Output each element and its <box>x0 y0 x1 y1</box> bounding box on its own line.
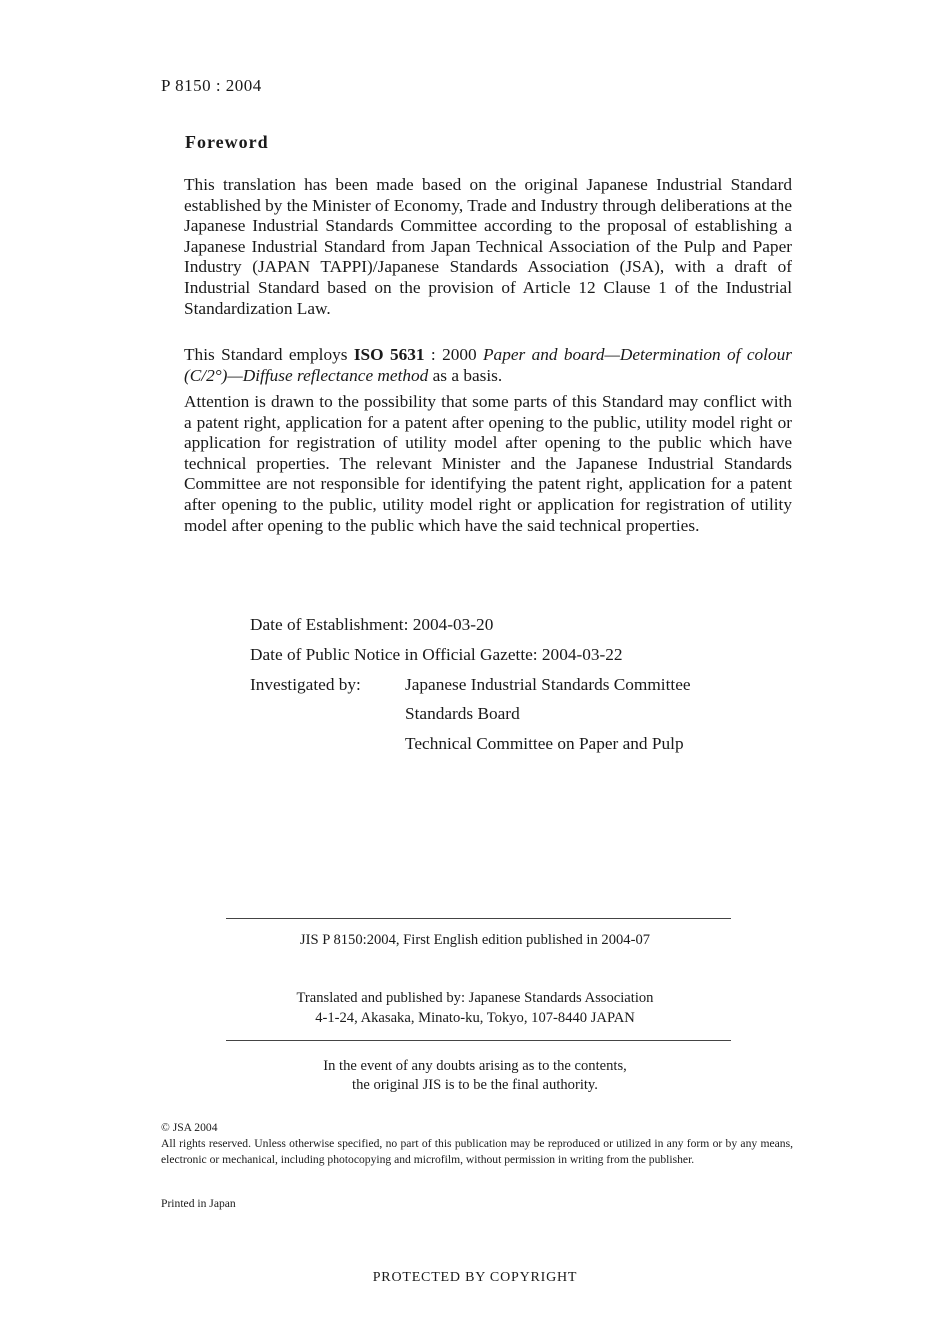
investigated-by-committee: Japanese Industrial Standards Committee <box>405 675 691 694</box>
iso-year: : 2000 <box>424 345 483 364</box>
date-of-establishment: Date of Establishment: 2004-03-20 <box>250 615 494 634</box>
iso-title: Paper and board—Determination of colour (C/2°)—Diffuse reflectance method <box>184 345 792 385</box>
investigated-by-board: Standards Board <box>405 704 520 723</box>
copyright-notice: © JSA 2004 <box>161 1121 218 1134</box>
foreword-paragraph-3: Attention is drawn to the possibility that some parts of this Standard may conflict with a patent right, application for a patent after opening to the public, utility model right or application for registration of utility model after opening to the public which have technical properties. The relevant Minister and the Japanese Industrial Standards Committee are not responsible for identifying the patent right, application for a patent after opening to the public, utility model right or application for registration of utility model after opening to the public which have the said technical properties. <box>184 392 792 535</box>
para2-suffix: as a basis. <box>428 365 503 385</box>
doubts-line-1: In the event of any doubts arising as to the contents, <box>323 1058 627 1074</box>
publisher-address: 4-1-24, Akasaka, Minato-ku, Tokyo, 107-8440 JAPAN <box>315 1010 635 1026</box>
protected-by-copyright: PROTECTED BY COPYRIGHT <box>372 1270 578 1285</box>
foreword-paragraph-1: This translation has been made based on the original Japanese Industrial Standard established by the Minister of Economy, Trade and Industry through deliberations at the Japanese Industrial Standards Committee according to the proposal of establishing a Japanese Industrial Standard from Japan Technical Association of the Pulp and Paper Industry (JAPAN TAPPI)/Japanese Standards Association (JSA), with a draft of Industrial Standard based on the provision of Article 12 Clause 1 of the Industrial Standardization Law. <box>184 175 792 318</box>
investigated-by-technical-committee: Technical Committee on Paper and Pulp <box>405 734 684 753</box>
investigated-by-label: Investigated by: <box>250 675 361 694</box>
divider-top <box>226 918 731 919</box>
foreword-title: Foreword <box>185 132 269 152</box>
para2-prefix: This Standard employs <box>184 345 354 364</box>
doubts-line-2: the original JIS is to be the final authority. <box>352 1077 598 1093</box>
rights-reserved-text: All rights reserved. Unless otherwise specified, no part of this publication may be reproduced or utilized in any form or by any means, electronic or mechanical, including photocopying and microfilm, without permission in writing from the publisher. <box>161 1137 793 1166</box>
edition-line: JIS P 8150:2004, First English edition published in 2004-07 <box>299 932 651 948</box>
date-of-public-notice: Date of Public Notice in Official Gazette: 2004-03-22 <box>250 645 623 664</box>
translated-by-line: Translated and published by: Japanese Standards Association <box>296 990 654 1006</box>
iso-reference: ISO 5631 <box>353 345 425 364</box>
printed-in-japan: Printed in Japan <box>161 1197 236 1210</box>
divider-bottom <box>226 1040 731 1041</box>
foreword-paragraph-2 <box>184 345 792 386</box>
document-number: P 8150 : 2004 <box>161 76 262 95</box>
